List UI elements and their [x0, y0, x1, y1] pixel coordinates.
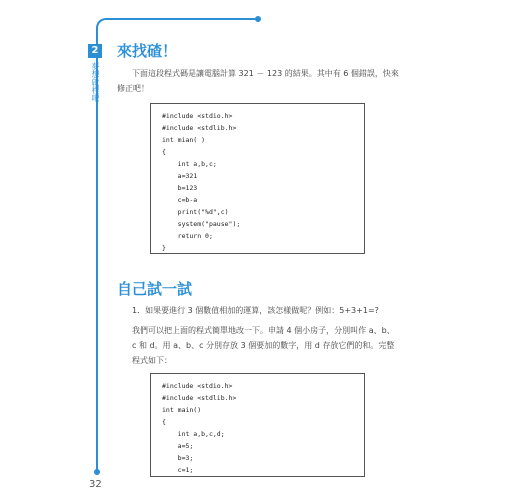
code-line: b=123 [162, 184, 198, 192]
code-line: { [162, 418, 166, 426]
code-block-1 [150, 103, 365, 254]
code-line: system("pause"); [162, 220, 241, 228]
code-line: int a,b,c; [162, 160, 217, 168]
section2-paragraph-line3: 程式如下： [132, 356, 172, 365]
rail-dot-top [255, 16, 261, 22]
chapter-number-badge: 2 [88, 44, 102, 58]
section1-paragraph-line1: 下面這段程式碼是讓電腦計算 321 － 123 的結果。其中有 6 個錯誤，快來 [132, 69, 399, 78]
section-title-find-errors: 來找碴！ [117, 42, 178, 60]
code-line: print("%d",c) [162, 208, 229, 216]
code-line: int a,b,c,d; [162, 430, 225, 438]
code-line: c=1; [162, 466, 194, 474]
section1-paragraph-line2: 修正吧！ [117, 84, 149, 93]
code-line: #include <stdlib.h> [162, 124, 237, 132]
page-number: 32 [89, 479, 102, 490]
code-line: return 0; [162, 232, 213, 240]
code-line: a=5; [162, 442, 194, 450]
rail-dot-bottom [94, 469, 100, 475]
code-line: #include <stdlib.h> [162, 394, 237, 402]
code-line: int main() [162, 406, 202, 414]
section2-paragraph-line2: c 和 d。用 a、b、c 分別存放 3 個要加的數字，用 d 存放它們的和。完整 [132, 341, 395, 350]
code-line: a=321 [162, 172, 198, 180]
code-line: #include <stdio.h> [162, 382, 233, 390]
code-line: { [162, 148, 166, 156]
code-line: c=b-a [162, 196, 198, 204]
code-line: } [162, 244, 166, 252]
section2-paragraph-line1: 我們可以把上面的程式簡單地改一下。申請 4 個小房子，分別叫作 a、b、 [132, 326, 395, 335]
code-line: #include <stdio.h> [162, 112, 233, 120]
code-block-2 [150, 373, 365, 477]
chapter-side-label: 夢想啟程吧！ [91, 62, 100, 110]
decorative-rail-top [96, 18, 260, 34]
section-title-try-it: 自己試一試 [117, 280, 193, 298]
code-line: int mian( ) [162, 136, 206, 144]
section2-question: 1．如果要進行 3 個數值相加的運算，該怎樣做呢？例如：5+3+1=? [132, 306, 379, 315]
code-line: b=3; [162, 454, 194, 462]
